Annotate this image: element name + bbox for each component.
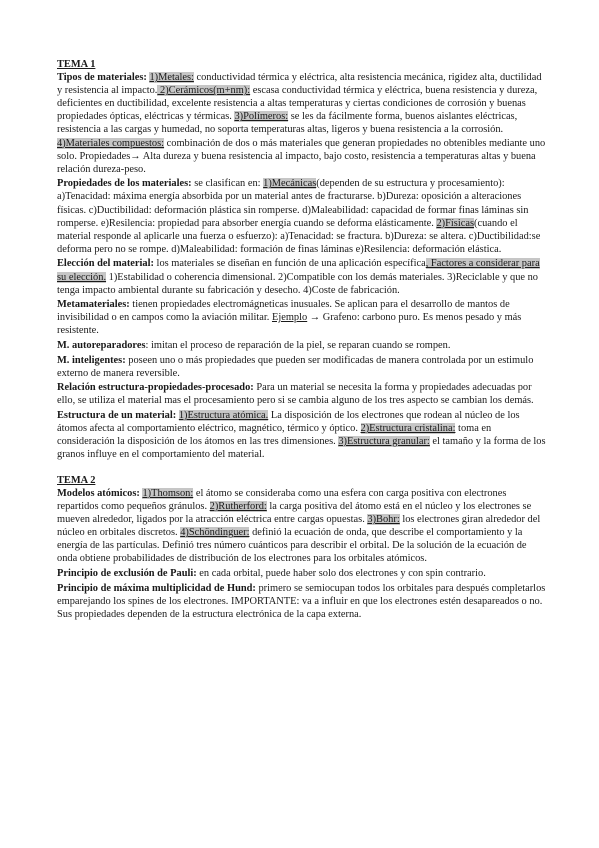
paragraph-principio-pauli — [57, 567, 549, 580]
paragraph-m-autoreparadores — [57, 339, 549, 352]
body-text: primero se semiocupan todos los orbitales para después completarlos emparejando los spines de los electrones. IMPORTANTE: va a influir en que los electrones estén desapareados o no. Sus propiedades dependen de la estructura electrónica de la capa externa. — [57, 582, 546, 620]
highlighted-term: 1)Mecánicas — [263, 178, 317, 190]
highlighted-term: 1)Estructura atómica. — [178, 409, 269, 421]
body-text: Para un material se necesita la forma y propiedades adecuadas por ello, se utiliza el material mas el procesamiento pero si se cambia alguno de los tres aspecto se cambian los demás. — [57, 382, 534, 407]
term-label: Propiedades de los materiales: — [57, 178, 192, 190]
body-text: en cada orbital, puede haber solo dos electrones y con spin contrario. — [196, 567, 486, 579]
highlighted-term: 2)Físicas — [436, 217, 475, 229]
body-text: los electrones giran alrededor del núcleo en orbitales discretos. — [57, 514, 541, 539]
term-label: M. autoreparadores — [57, 339, 146, 351]
paragraph-m-inteligentes — [57, 354, 549, 380]
body-text: se les da fácilmente forma, buenos aislantes eléctricas, resistencia a las cargas y humedad, no soporta temperaturas altas, ligeros y buena resistencia a la corrosión. — [57, 111, 518, 136]
body-text: el tamaño y la forma de los granos influye en el comportamiento del material. — [57, 436, 546, 461]
section-title-tema-2: TEMA 2 — [57, 474, 96, 486]
underlined-term: Ejemplo — [271, 312, 308, 324]
paragraph-propiedades-de-los-materiales — [57, 177, 549, 256]
highlighted-term: 2)Rutherford: — [209, 501, 267, 512]
term-label: Metamateriales: — [57, 299, 130, 311]
body-text: escasa conductividad térmica y eléctrica, buena resistencia y dureza, deficientes en ductibilidad, excelente resistencia a altas temperaturas y ciertas condiciones de corrosión y buenas propiedades ópticas, eléctricas y térmicas. — [57, 85, 538, 123]
term-label: Tipos de materiales: — [57, 72, 150, 84]
highlighted-term: 4)Materiales compuestos: — [57, 137, 165, 149]
paragraph-modelos-atomicos — [57, 487, 549, 566]
paragraph-principio-hund — [57, 582, 549, 621]
body-text: definió la ecuación de onda, que describe el comportamiento y la energía de las partículas. Definió tres número cuánticos para describir el orbital. De la solución de la ecuación de onda obtiene probabilidades de distribución de los electrones para los orbitales atómicos. — [57, 527, 527, 565]
term-label: Modelos atómicos: — [57, 487, 140, 499]
paragraph-eleccion-del-material — [57, 257, 549, 296]
section-spacer — [57, 463, 549, 474]
term-label: Principio de exclusión de Pauli: — [57, 567, 197, 579]
highlighted-term: 1)Metales: — [149, 72, 194, 84]
body-text: la carga positiva del átomo está en el núcleo y los electrones se mueven alrededor, ligados por la atracción eléctrica entre cargas opuestas. — [57, 501, 532, 526]
body-text: combinación de dos o más materiales que generan propiedades no obtenibles mediante uno solo. Propiedades→ Alta dureza y buena resistencia al impacto, bajo costo, resistencia a temperaturas altas y buena relación dureza-peso. — [57, 137, 546, 175]
term-label: Principio de máxima multiplicidad de Hund: — [57, 582, 256, 594]
body-text: tienen propiedades electromágneticas inusuales. Se aplican para el desarrollo de mantos de invisibilidad o en campos como la aviación militar. — [57, 299, 510, 324]
body-text: (dependen de su estructura y procesamiento): a)Tenacidad: máxima energía absorbida por un material antes de fracturarse. b)Dureza: oposición a alteraciones físicas. c)Ductibilidad: deformación plástica sin romperse. d)Maleabilidad: capacidad de formar finas láminas sin romperse. e)Resilencia: propiedad para absorber energía cuando se deforma elásticamente. — [57, 178, 529, 229]
highlighted-term: 3)Estructura granular: — [338, 436, 430, 448]
body-text: se clasifican en: — [191, 178, 264, 190]
term-label: M. inteligentes: — [57, 354, 126, 366]
section-title-tema-1: TEMA 1 — [57, 59, 96, 70]
highlighted-term: 3)Bohr: — [367, 514, 400, 526]
highlighted-term: 1)Thomson: — [142, 487, 194, 499]
body-text: La disposición de los electrones que rodean al núcleo de los átomos afecta al comportamiento eléctrico, magnético, térmico y óptico. — [57, 409, 520, 435]
paragraph-estructura-de-un-material — [57, 409, 549, 461]
body-text: 1)Estabilidad o coherencia dimensional. 2)Compatible con los demás materiales. 3)Reciclable y que no tenga impacto ambiental durante su fabricación y desecho. 4)Coste de fabricación. — [57, 271, 538, 296]
paragraph-tipos-de-materiales — [57, 71, 549, 176]
body-text: (cuando el material responde al aplicarle una fuerza o esfuerzo): a)Tenacidad: se fractura. b)Dureza: se altera. c)Ductibilidad:se deforma pero no se rompe. d)Maleabilidad: formación de finas láminas e)Resilencia: deformación elástica. — [57, 217, 541, 255]
body-text: → Grafeno: carbono puro. Es menos pesado y más resistente. — [57, 312, 522, 337]
body-text: : imitan el proceso de reparación de la piel, se reparan cuando se rompen. — [145, 339, 451, 351]
highlighted-term: , Factores a considerar para su elección. — [57, 258, 540, 283]
highlighted-term: 2)Estructura cristalina: — [360, 423, 456, 435]
body-text: los materiales se diseñan en función de una aplicación específica — [153, 258, 426, 270]
highlighted-term: 3)Polímeros: — [234, 111, 289, 123]
highlighted-term: 4)Schöndinguer: — [180, 527, 250, 539]
paragraph-relacion-estructura — [57, 381, 549, 407]
highlighted-term: 2)Cerámicos(m+nm): — [157, 85, 251, 97]
paragraph-metamateriales — [57, 298, 549, 337]
term-label: Elección del material: — [57, 258, 154, 270]
body-text: poseen uno o más propiedades que pueden ser modificadas de manera controlada por un estimulo externo de manera reversible. — [57, 354, 534, 379]
term-label: Estructura de un material: — [57, 409, 177, 421]
body-text: conductividad térmica y eléctrica, alta resistencia mecánica, rigidez alta, ductilidad y resistencia al impacto. — [57, 72, 542, 97]
body-text: el átomo se consideraba como una esfera con carga positiva con electrones repartidos como pequeños gránulos. — [57, 487, 507, 512]
term-label: Relación estructura-propiedades-procesado: — [57, 382, 254, 394]
body-text: toma en consideración la disposición de los átomos en las tres dimensiones. — [57, 423, 492, 448]
